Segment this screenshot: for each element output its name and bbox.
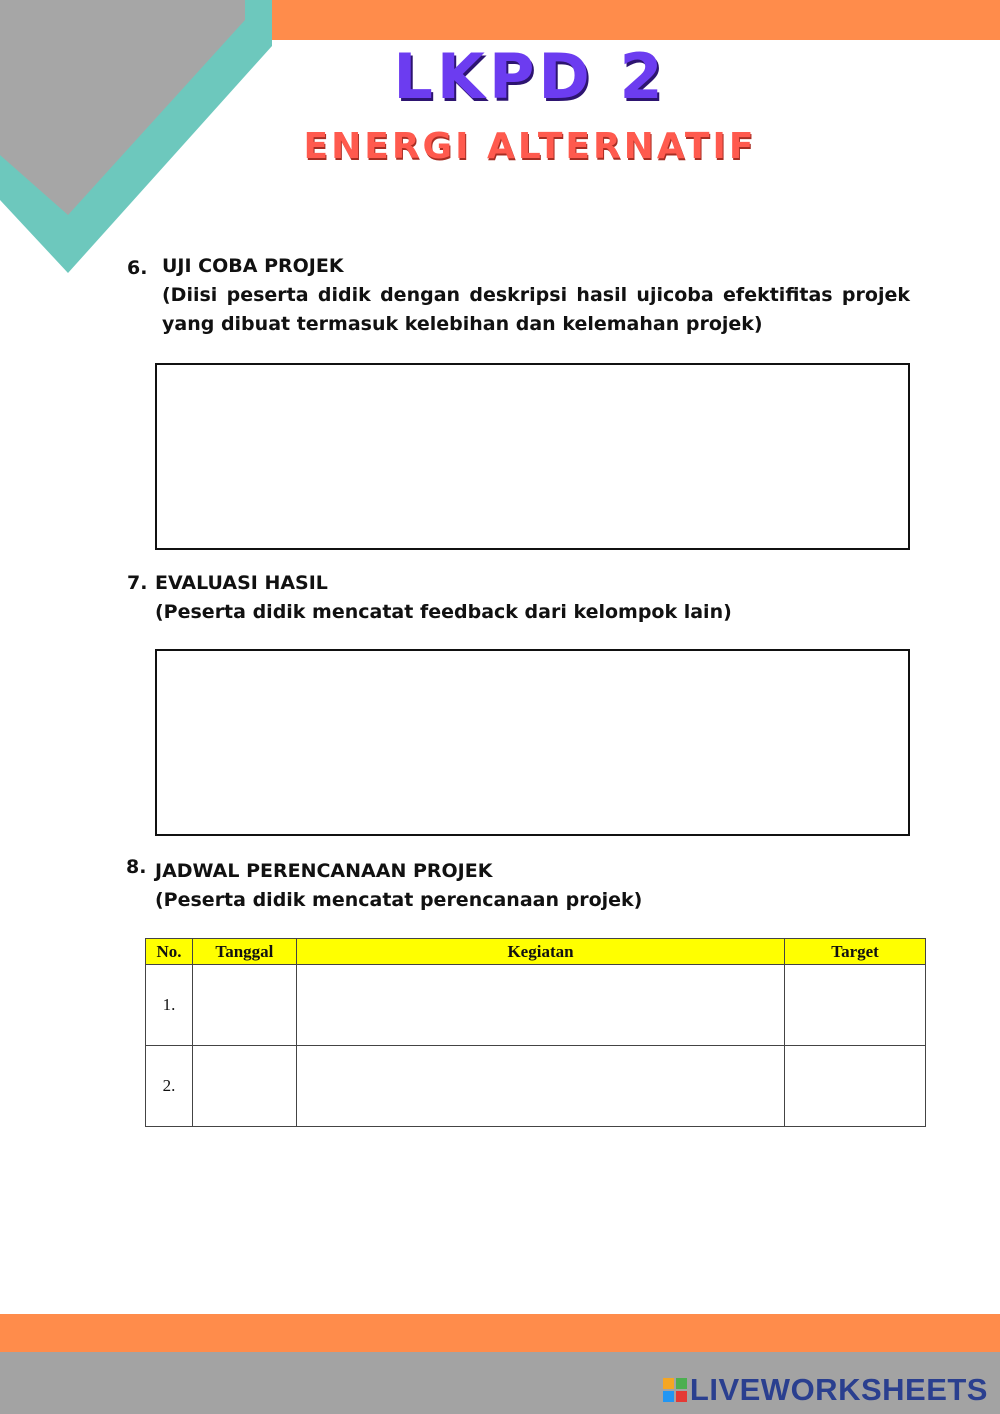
table-row bbox=[146, 1046, 926, 1127]
tanggal-cell[interactable] bbox=[192, 965, 296, 1046]
planning-table bbox=[145, 938, 926, 1127]
row-number: 2. bbox=[146, 1046, 193, 1127]
section-title: UJI COBA PROJEK bbox=[162, 255, 344, 277]
kegiatan-cell[interactable] bbox=[296, 1046, 784, 1127]
evaluasi-answer-box[interactable] bbox=[155, 649, 910, 836]
section-number: 6. bbox=[127, 257, 148, 279]
column-header-tanggal: Tanggal bbox=[192, 939, 296, 965]
column-header-no: No. bbox=[146, 939, 193, 965]
kegiatan-cell[interactable] bbox=[296, 965, 784, 1046]
page-subtitle: ENERGI ALTERNATIF bbox=[303, 126, 757, 167]
table-header-row bbox=[146, 939, 926, 965]
tanggal-cell[interactable] bbox=[192, 1046, 296, 1127]
section-title: EVALUASI HASIL bbox=[155, 572, 328, 594]
section-description: (Diisi peserta didik dengan deskripsi hasil ujicoba efektifitas projek yang dibuat termasuk kelebihan dan kelemahan projek) bbox=[162, 284, 910, 335]
section-number: 7. bbox=[127, 572, 148, 594]
section-title: JADWAL PERENCANAAN PROJEK bbox=[155, 860, 493, 882]
brand-text: LIVEWORKSHEETS bbox=[689, 1372, 988, 1407]
column-header-target: Target bbox=[785, 939, 926, 965]
section-description: (Peserta didik mencatat feedback dari kelompok lain) bbox=[155, 601, 732, 623]
section-number: 8. bbox=[126, 856, 147, 878]
table-row bbox=[146, 965, 926, 1046]
liveworksheets-brand[interactable] bbox=[663, 1372, 988, 1408]
page-title: LKPD 2 bbox=[393, 40, 667, 113]
section-description: (Peserta didik mencatat perencanaan projek) bbox=[155, 889, 643, 911]
bottom-orange-bar bbox=[0, 1314, 1000, 1352]
liveworksheets-logo-icon bbox=[663, 1378, 687, 1402]
row-number: 1. bbox=[146, 965, 193, 1046]
column-header-kegiatan: Kegiatan bbox=[296, 939, 784, 965]
target-cell[interactable] bbox=[785, 1046, 926, 1127]
uji-coba-answer-box[interactable] bbox=[155, 363, 910, 550]
target-cell[interactable] bbox=[785, 965, 926, 1046]
